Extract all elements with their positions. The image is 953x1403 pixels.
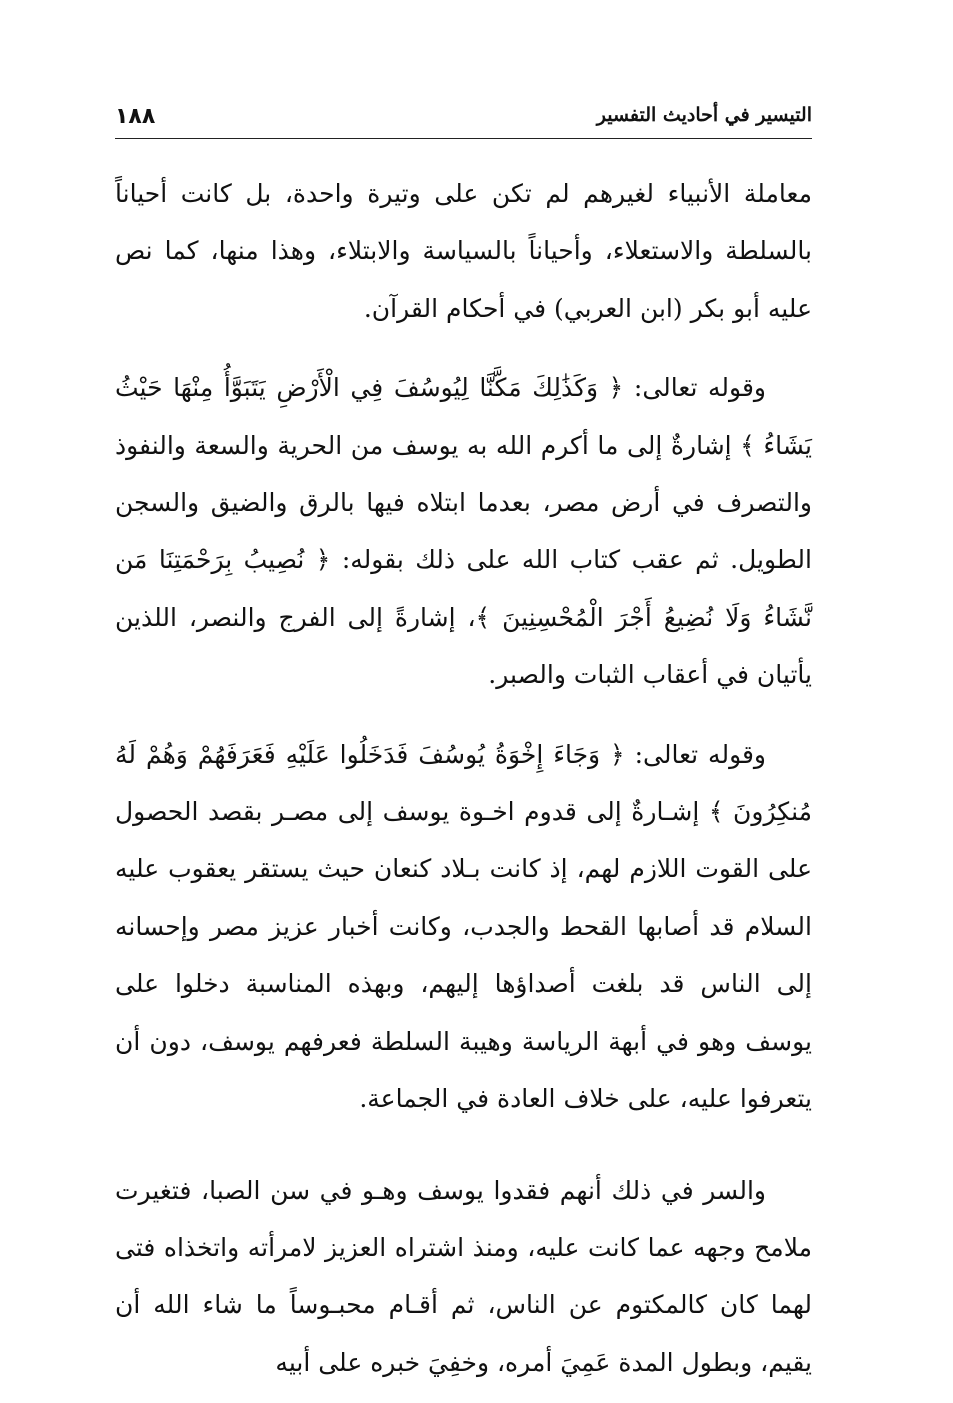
- paragraph-2-body-2: ، إشارةً إلى الفرج والنصر، اللذين يأتيان في أعقاب الثبات والصبر.: [115, 602, 812, 690]
- paragraph-3-body: إشـارةٌ إلى قدوم اخـوة يوسف إلى مصـر بقصد الحصول على القوت اللازم لهم، إذ كانت بـلاد كنعان حيث يستقر يعقوب عليه السلام قد أصابها القحط والجدب، وكانت أخبار عزيز مصر وإحسانه إلى الناس قد بلغت أصداؤها إليهم، وبهذه المناسبة دخلوا على يوسف وهو في أبهة الرياسة وهيبة السلطة فعرفهم يوسف، دون أن يتعرفوا عليه، على خلاف العادة في الجماعة.: [115, 797, 812, 1114]
- paragraph-2-intro: وقوله تعالى:: [623, 373, 766, 403]
- page-number: ١٨٨: [115, 104, 156, 129]
- header-divider: [115, 138, 812, 139]
- paragraph-3: [115, 726, 812, 1128]
- quran-verse-1: ﴿ وَكَذَٰلِكَ مَكَّنَّا لِيُوسُفَ فِي الْأَرْضِ يَتَبَوَّأُ مِنْهَا حَيْثُ يَشَاءُ ﴾: [115, 373, 812, 460]
- quran-verse-2: ﴿ نُصِيبُ بِرَحْمَتِنَا مَن نَّشَاءُ وَلَا نُضِيعُ أَجْرَ الْمُحْسِنِينَ ﴾: [115, 545, 812, 632]
- body-text: [115, 165, 812, 1391]
- page-header: [115, 104, 812, 136]
- paragraph-1: معاملة الأنبياء لغيرهم لم تكن على وتيرة واحدة، بل كانت أحياناً بالسلطة والاستعلاء، وأحياناً بالسياسة والابتلاء، وهذا منها، كما نص عليه أبو بكر (ابن العربي) في أحكام القرآن.: [115, 179, 812, 323]
- paragraph-2: [115, 359, 812, 703]
- quran-verse-3: ﴿ وَجَاءَ إِخْوَةُ يُوسُفَ فَدَخَلُوا عَلَيْهِ فَعَرَفَهُمْ وَهُمْ لَهُ مُنكِرُونَ ﴾: [115, 739, 813, 827]
- paragraph-4: والسر في ذلك أنهم فقدوا يوسف وهـو في سن الصبا، فتغيرت ملامح وجهه عما كانت عليه، ومنذ اشتراه العزيز لامرأته واتخذاه فتى لهما كان كالمكتوم عن الناس، ثم أقـام محبـوساً ما شاء الله أن يقيم، وبطول المدة عَمِيَ أمره، وخفِيَ خبره على أبيه: [115, 1175, 812, 1377]
- running-title: التيسير في أحاديث التفسير: [596, 104, 812, 126]
- paragraph-3-intro: وقوله تعالى:: [624, 739, 767, 769]
- paragraph-2-body-1: إشارةٌ إلى ما أكرم الله به يوسف من الحرية والسعة والنفوذ والتصرف في أرض مصر، بعدما ابتلاه فيها بالرق والضيق والسجن الطويل. ثم عقب كتاب الله على ذلك بقوله:: [115, 430, 812, 575]
